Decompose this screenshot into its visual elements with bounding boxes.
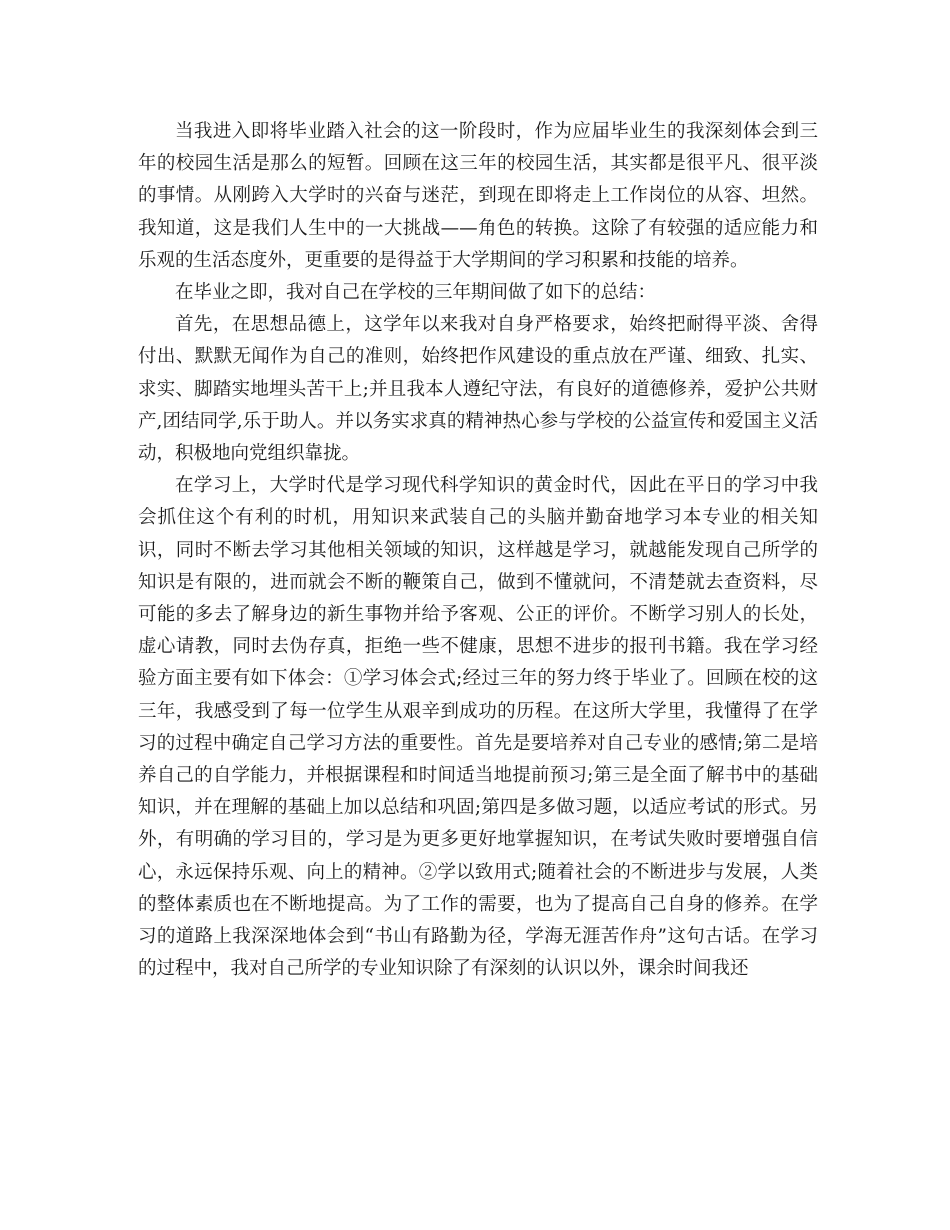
document-body	[138, 116, 818, 985]
paragraph-summary-lead: 在毕业之即，我对自己在学校的三年期间做了如下的总结：	[175, 282, 657, 304]
paragraph-moral-character: 首先，在思想品德上，这学年以来我对自身严格要求，始终把耐得平淡、舍得付出、默默无闻作为自己的准则，始终把作风建设的重点放在严谨、细致、扎实、求实、脚踏实地埋头苦干上;并且我本人遵纪守法，有良好的道德修养，爱护公共财产,团结同学,乐于助人。并以务实求真的精神热心参与学校的公益宣传和爱国主义活动，积极地向党组织靠拢。	[138, 314, 818, 465]
paragraph-study: 在学习上，大学时代是学习现代科学知识的黄金时代，因此在平日的学习中我会抓住这个有利的时机，用知识来武装自己的头脑并勤奋地学习本专业的相关知识，同时不断去学习其他相关领域的知识，这样越是学习，就越能发现自己所学的知识是有限的，进而就会不断的鞭策自己，做到不懂就问，不清楚就去查资料，尽可能的多去了解身边的新生事物并给予客观、公正的评价。不断学习别人的长处，虚心请教，同时去伪存真，拒绝一些不健康，思想不进步的报刊书籍。我在学习经验方面主要有如下体会：①学习体会式;经过三年的努力终于毕业了。回顾在校的这三年，我感受到了每一位学生从艰辛到成功的历程。在这所大学里，我懂得了在学习的过程中确定自己学习方法的重要性。首先是要培养对自己专业的感情;第二是培养自己的自学能力，并根据课程和时间适当地提前预习;第三是全面了解书中的基础知识，并在理解的基础上加以总结和巩固;第四是多做习题，以适应考试的形式。另外，有明确的学习目的，学习是为更多更好地掌握知识，在考试失败时要增强自信心，永远保持乐观、向上的精神。②学以致用式;随着社会的不断进步与发展，人类的整体素质也在不断地提高。为了工作的需要，也为了提高自己自身的修养。在学习的道路上我深深地体会到“书山有路勤为径，学海无涯苦作舟”这句古话。在学习的过程中，我对自己所学的专业知识除了有深刻的认识以外，课余时间我还	[138, 475, 818, 980]
paragraph-intro: 当我进入即将毕业踏入社会的这一阶段时，作为应届毕业生的我深刻体会到三年的校园生活是那么的短暂。回顾在这三年的校园生活，其实都是很平凡、很平淡的事情。从刚跨入大学时的兴奋与迷茫，到现在即将走上工作岗位的从容、坦然。我知道，这是我们人生中的一大挑战——角色的转换。这除了有较强的适应能力和乐观的生活态度外，更重要的是得益于大学期间的学习积累和技能的培养。	[138, 121, 818, 271]
